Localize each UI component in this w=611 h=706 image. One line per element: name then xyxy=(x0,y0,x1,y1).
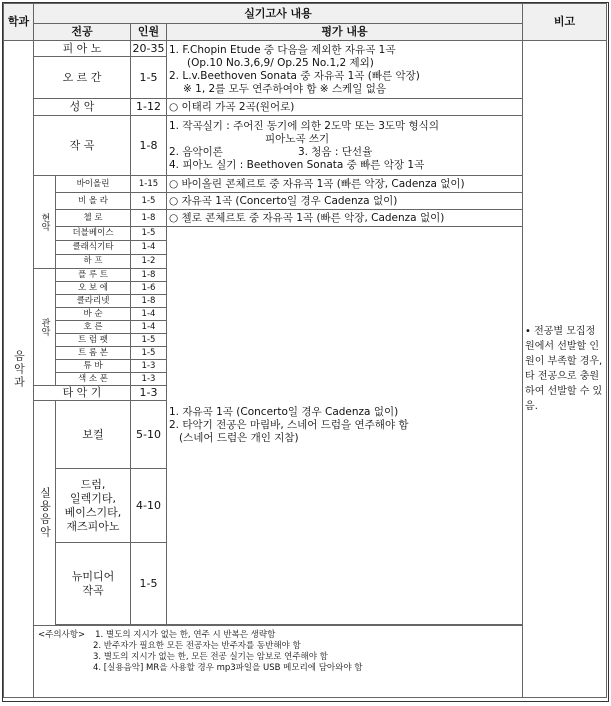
eval-cello: ○ 첼로 콘체르토 중 자유곡 1곡 (빠른 악장, Cadenza 없이) xyxy=(167,210,523,227)
major-bassoon: 바 순 xyxy=(56,308,131,321)
header-count: 인원 xyxy=(131,24,167,41)
major-viola: 비 올 라 xyxy=(56,193,131,210)
major-piano: 피 아 노 xyxy=(34,41,131,57)
count-piano: 20-35 xyxy=(131,41,167,57)
header-eval: 평가 내용 xyxy=(167,24,523,41)
eval-piano-organ xyxy=(167,41,523,99)
exam-table xyxy=(3,3,607,698)
notes-item: 3. 별도의 지시가 없는 한, 모든 전공 실기는 암보로 연주해야 함 xyxy=(93,652,328,662)
count-percussion: 1-3 xyxy=(131,386,167,401)
eval-line: 1. 작곡실기 : 주어진 동기에 의한 2도막 또는 3도막 형식의 xyxy=(169,119,439,132)
dept-name: 음악과 xyxy=(4,41,34,698)
header-dept: 학과 xyxy=(4,4,34,41)
major-organ: 오 르 간 xyxy=(34,57,131,99)
eval-line-part: 2. 음악이론 xyxy=(169,145,223,158)
major-saxophone: 색 소 폰 xyxy=(56,373,131,386)
eval-compose xyxy=(167,116,523,176)
eval-line: (Op.10 No.3,6,9/ Op.25 No.1,2 제외) xyxy=(187,56,374,69)
count-oboe: 1-6 xyxy=(131,282,167,295)
eval-line: 2. L.v.Beethoven Sonata 중 자유곡 1곡 (빠른 악장) xyxy=(169,69,420,82)
eval-line: (스네어 드럼은 개인 지참) xyxy=(179,432,299,444)
notes-title: <주의사항> xyxy=(38,630,86,640)
major-trombone: 트 롬 본 xyxy=(56,347,131,360)
count-cello: 1-8 xyxy=(131,210,167,227)
group-practical: 실용음악 xyxy=(34,401,56,626)
remark-text: • 전공별 모집정원에서 선발할 인원이 부족할 경우, 타 전공으로 충원하여 선발할 수 있음. xyxy=(523,41,607,698)
count-flute: 1-8 xyxy=(131,269,167,282)
eval-line: 1. F.Chopin Etude 중 다음을 제외한 자유곡 1곡 xyxy=(169,43,396,56)
header-major: 전공 xyxy=(34,24,131,41)
major-compose: 작 곡 xyxy=(34,116,131,176)
count-tuba: 1-3 xyxy=(131,360,167,373)
eval-violin: ○ 바이올린 콘체르토 중 자유곡 1곡 (빠른 악장, Cadenza 없이) xyxy=(167,176,523,193)
header-exam: 실기고사 내용 xyxy=(34,4,523,24)
major-trumpet: 트 럼 펫 xyxy=(56,334,131,347)
major-clarinet: 클라리넷 xyxy=(56,295,131,308)
count-violin: 1-15 xyxy=(131,176,167,193)
major-practical-media: 뉴미디어 작곡 xyxy=(56,543,131,625)
count-practical-vocal: 5-10 xyxy=(131,401,167,469)
eval-line: ※ 1, 2를 모두 연주하여야 함 ※ 스케일 없음 xyxy=(183,82,386,95)
major-practical-vocal: 보컬 xyxy=(56,401,131,469)
count-vocal: 1-12 xyxy=(131,99,167,116)
major-tuba: 튜 바 xyxy=(56,360,131,373)
count-saxophone: 1-3 xyxy=(131,373,167,386)
group-winds: 관악 xyxy=(34,269,56,386)
eval-line xyxy=(169,146,522,159)
count-clarinet: 1-8 xyxy=(131,295,167,308)
count-horn: 1-4 xyxy=(131,321,167,334)
eval-line-part: 3. 청음 : 단선율 xyxy=(297,145,373,158)
major-horn: 호 른 xyxy=(56,321,131,334)
major-classic-guitar: 클래식기타 xyxy=(56,241,131,255)
major-cello: 첼 로 xyxy=(56,210,131,227)
notes-item: 4. [실용음악] MR을 사용할 경우 mp3파일을 USB 메모리에 담아와야 함 xyxy=(93,663,363,673)
eval-vocal: ○ 이태리 가곡 2곡(원어로) xyxy=(167,99,523,116)
count-classic-guitar: 1-4 xyxy=(131,241,167,255)
count-trumpet: 1-5 xyxy=(131,334,167,347)
eval-line: 피아노곡 쓰기 xyxy=(265,132,330,145)
major-doublebass: 더블베이스 xyxy=(56,227,131,241)
count-compose: 1-8 xyxy=(131,116,167,176)
count-organ: 1-5 xyxy=(131,57,167,99)
eval-line: 1. 자유곡 1곡 (Concerto일 경우 Cadenza 없이) xyxy=(169,406,399,418)
eval-line: 2. 타악기 전공은 마림바, 스네어 드럼을 연주해야 함 xyxy=(169,419,409,431)
header-remark: 비고 xyxy=(523,4,607,41)
group-strings: 현악 xyxy=(34,176,56,269)
eval-general xyxy=(167,227,523,625)
major-violin: 바이올린 xyxy=(56,176,131,193)
exam-table-container xyxy=(2,2,609,702)
major-percussion: 타 악 기 xyxy=(34,386,131,401)
count-viola: 1-5 xyxy=(131,193,167,210)
major-oboe: 오 보 에 xyxy=(56,282,131,295)
count-practical-band: 4-10 xyxy=(131,469,167,543)
major-practical-band: 드럼, 일렉기타, 베이스기타, 재즈피아노 xyxy=(56,469,131,543)
notes-line xyxy=(38,630,606,641)
eval-line: 4. 피아노 실기 : Beethoven Sonata 중 빠른 악장 1곡 xyxy=(169,158,425,171)
count-bassoon: 1-4 xyxy=(131,308,167,321)
major-harp: 하 프 xyxy=(56,255,131,269)
notes-block xyxy=(34,626,607,698)
notes-item: 2. 반주자가 필요한 모든 전공자는 반주자를 동반해야 함 xyxy=(93,641,301,651)
count-doublebass: 1-5 xyxy=(131,227,167,241)
notes-item: 1. 별도의 지시가 없는 한, 연주 시 반복은 생략함 xyxy=(95,630,276,640)
count-practical-media: 1-5 xyxy=(131,543,167,625)
major-vocal: 성 악 xyxy=(34,99,131,116)
major-flute: 플 루 트 xyxy=(56,269,131,282)
count-trombone: 1-5 xyxy=(131,347,167,360)
eval-viola: ○ 자유곡 1곡 (Concerto일 경우 Cadenza 없이) xyxy=(167,193,523,210)
count-harp: 1-2 xyxy=(131,255,167,269)
